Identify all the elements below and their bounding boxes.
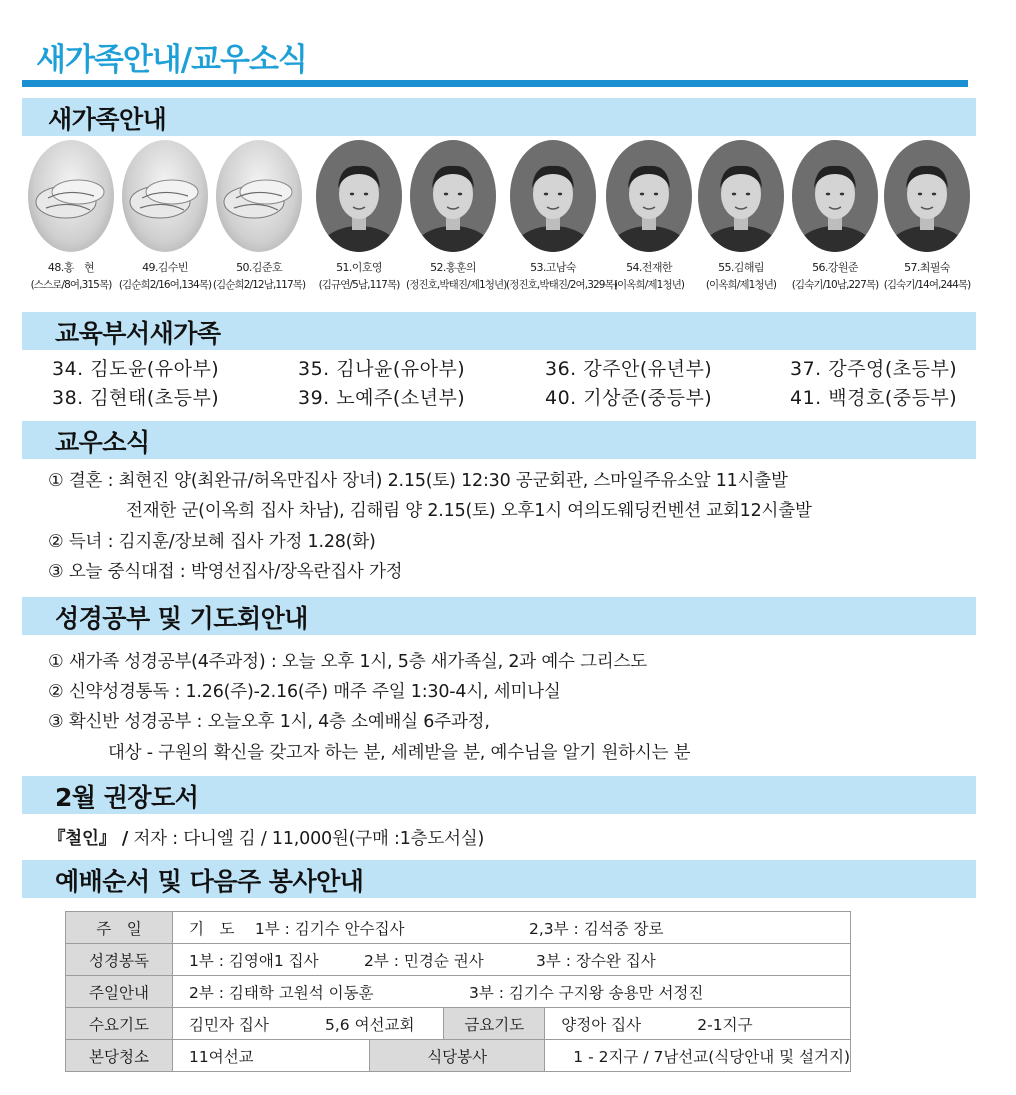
member-name: 51.이호영 bbox=[336, 261, 382, 274]
table-cell bbox=[173, 944, 851, 976]
table-row bbox=[66, 1008, 851, 1040]
member-card bbox=[506, 140, 617, 292]
cell-text: 기 도 1부 : 김기수 안수집사 bbox=[189, 919, 405, 938]
photo-illustration bbox=[792, 140, 878, 252]
member-name: 52.홍훈의 bbox=[430, 261, 476, 274]
books-heading: 2월 권장도서 bbox=[55, 783, 199, 812]
news-heading: 교우소식 bbox=[55, 428, 150, 457]
news-header bbox=[22, 421, 976, 459]
member-info: (이옥희/제1청년) bbox=[705, 279, 777, 291]
member-info: (스스로/8여,315목) bbox=[30, 279, 112, 291]
table-cell bbox=[173, 912, 851, 944]
cell-text: 5,6 여선교회 bbox=[325, 1015, 415, 1034]
news-line: 전재한 군(이옥희 집사 차남), 김해림 양 2.15(토) 오후1시 여의도웨딩컨벤션 교회12시출발 bbox=[126, 501, 812, 521]
cell-text: 2부 : 김태학 고원석 이동훈 bbox=[189, 983, 374, 1002]
member-name: 49.김수빈 bbox=[142, 261, 188, 274]
member-info: (정진호,박태진/제1청년) bbox=[406, 279, 507, 291]
study-line: ① 새가족 성경공부(4주과정) : 오늘 오후 1시, 5층 새가족실, 2과 예수 그리스도 bbox=[48, 652, 647, 672]
photo-illustration bbox=[698, 140, 784, 252]
person-photo-icon bbox=[698, 140, 784, 252]
education-item: 40. 기상준(중등부) bbox=[545, 387, 713, 409]
news-line: ③ 오늘 중식대접 : 박영선집사/장옥란집사 가정 bbox=[48, 562, 403, 582]
new-family-header bbox=[22, 98, 976, 136]
news-line: ② 득녀 : 김지훈/장보혜 집사 가정 1.28(화) bbox=[48, 532, 376, 552]
education-item: 34. 김도윤(유아부) bbox=[52, 358, 220, 380]
member-info: (이옥희/제1청년) bbox=[613, 279, 685, 291]
member-card bbox=[118, 140, 212, 292]
person-photo-icon bbox=[884, 140, 970, 252]
member-card bbox=[312, 140, 406, 292]
page-title: 새가족안내/교우소식 bbox=[36, 42, 307, 78]
member-name: 56.강원준 bbox=[812, 261, 858, 274]
table-row bbox=[66, 976, 851, 1008]
row-label: 식당봉사 bbox=[370, 1040, 545, 1072]
row-label: 주 일 bbox=[66, 912, 173, 944]
service-heading: 예배순서 및 다음주 봉사안내 bbox=[55, 867, 364, 896]
member-card bbox=[24, 140, 118, 292]
person-photo-icon bbox=[792, 140, 878, 252]
row-label: 성경봉독 bbox=[66, 944, 173, 976]
study-heading: 성경공부 및 기도회안내 bbox=[55, 604, 308, 633]
row-label: 본당청소 bbox=[66, 1040, 173, 1072]
row-label: 주일안내 bbox=[66, 976, 173, 1008]
member-info: (김순희2/16여,134목) bbox=[118, 279, 212, 291]
cell-text: 1부 : 김영애1 집사 bbox=[189, 951, 319, 970]
cell-text: 2부 : 민경순 권사 bbox=[364, 951, 484, 970]
title-divider bbox=[22, 80, 968, 87]
cell-text: 3부 : 김기수 구지왕 송용만 서정진 bbox=[469, 983, 704, 1002]
study-line: ② 신약성경통독 : 1.26(주)-2.16(주) 매주 주일 1:30-4시, 세미나실 bbox=[48, 682, 561, 702]
member-name: 48.홍 현 bbox=[47, 261, 95, 274]
photo-illustration bbox=[510, 140, 596, 252]
new-family-heading: 새가족안내 bbox=[48, 105, 167, 134]
books-header bbox=[22, 776, 976, 814]
photo-illustration bbox=[884, 140, 970, 252]
cell-text: 양정아 집사 bbox=[561, 1015, 642, 1034]
cell-text: 김민자 집사 bbox=[189, 1015, 269, 1034]
photo-illustration bbox=[28, 140, 114, 252]
table-cell: 11여선교 bbox=[173, 1040, 370, 1072]
study-line: 대상 - 구원의 확신을 갖고자 하는 분, 세례받을 분, 예수님을 알기 원하시는 분 bbox=[108, 743, 691, 763]
hands-icon bbox=[28, 140, 114, 252]
photo-illustration bbox=[122, 140, 208, 252]
member-info: (김규연/5남,117목) bbox=[318, 279, 400, 291]
member-card bbox=[406, 140, 507, 292]
member-card bbox=[602, 140, 696, 292]
person-photo-icon bbox=[316, 140, 402, 252]
member-card bbox=[212, 140, 306, 292]
row-label: 수요기도 bbox=[66, 1008, 173, 1040]
cell-text: 3부 : 장수완 집사 bbox=[536, 951, 656, 970]
book-title: 『철인』 / bbox=[48, 829, 129, 849]
table-row bbox=[66, 912, 851, 944]
study-header bbox=[22, 597, 976, 635]
member-info: (김숙기/14여,244목) bbox=[883, 279, 971, 291]
table-cell: 1 - 2지구 / 7남선교(식당안내 및 설거지) bbox=[545, 1040, 851, 1072]
table-row bbox=[66, 1040, 851, 1072]
education-item: 35. 김나윤(유아부) bbox=[298, 358, 466, 380]
service-header bbox=[22, 860, 976, 898]
photo-illustration bbox=[316, 140, 402, 252]
member-name: 54.전재한 bbox=[626, 261, 672, 274]
table-cell bbox=[173, 976, 851, 1008]
member-card bbox=[880, 140, 974, 292]
service-table bbox=[65, 911, 851, 1072]
row-label: 금요기도 bbox=[444, 1008, 545, 1040]
member-name: 57.최필숙 bbox=[904, 261, 950, 274]
education-item: 41. 백경호(중등부) bbox=[790, 387, 958, 409]
education-heading: 교육부서새가족 bbox=[55, 319, 221, 348]
education-item: 39. 노예주(소년부) bbox=[298, 387, 466, 409]
photo-illustration bbox=[606, 140, 692, 252]
education-item: 38. 김현태(초등부) bbox=[52, 387, 220, 409]
table-cell bbox=[173, 1008, 444, 1040]
member-name: 53.고남숙 bbox=[530, 261, 576, 274]
cell-text: 2,3부 : 김석중 장로 bbox=[529, 919, 664, 938]
member-card bbox=[694, 140, 788, 292]
study-line: ③ 확신반 성경공부 : 오늘오후 1시, 4층 소예배실 6주과정, bbox=[48, 712, 490, 732]
cell-text: 2-1지구 bbox=[697, 1015, 753, 1034]
member-card bbox=[788, 140, 882, 292]
photo-illustration bbox=[216, 140, 302, 252]
photo-illustration bbox=[410, 140, 496, 252]
member-name: 55.김해림 bbox=[718, 261, 764, 274]
new-family-photo-row bbox=[24, 140, 976, 300]
education-header bbox=[22, 312, 976, 350]
table-row bbox=[66, 944, 851, 976]
member-info: (김순희2/12남,117목) bbox=[212, 279, 306, 291]
table-cell bbox=[545, 1008, 851, 1040]
member-info: (김숙기/10남,227목) bbox=[791, 279, 879, 291]
member-name: 50.김준호 bbox=[236, 261, 282, 274]
person-photo-icon bbox=[410, 140, 496, 252]
person-photo-icon bbox=[510, 140, 596, 252]
hands-icon bbox=[216, 140, 302, 252]
education-item: 37. 강주영(초등부) bbox=[790, 358, 958, 380]
book-detail: 저자 : 다니엘 김 / 11,000원(구매 :1층도서실) bbox=[128, 829, 485, 849]
hands-icon bbox=[122, 140, 208, 252]
person-photo-icon bbox=[606, 140, 692, 252]
book-line bbox=[48, 825, 484, 850]
news-line: ① 결혼 : 최현진 양(최완규/허옥만집사 장녀) 2.15(토) 12:30 공군회관, 스마일주유소앞 11시출발 bbox=[48, 471, 788, 491]
member-info: (정진호,박태진/2여,329목) bbox=[506, 279, 617, 291]
education-item: 36. 강주안(유년부) bbox=[545, 358, 713, 380]
